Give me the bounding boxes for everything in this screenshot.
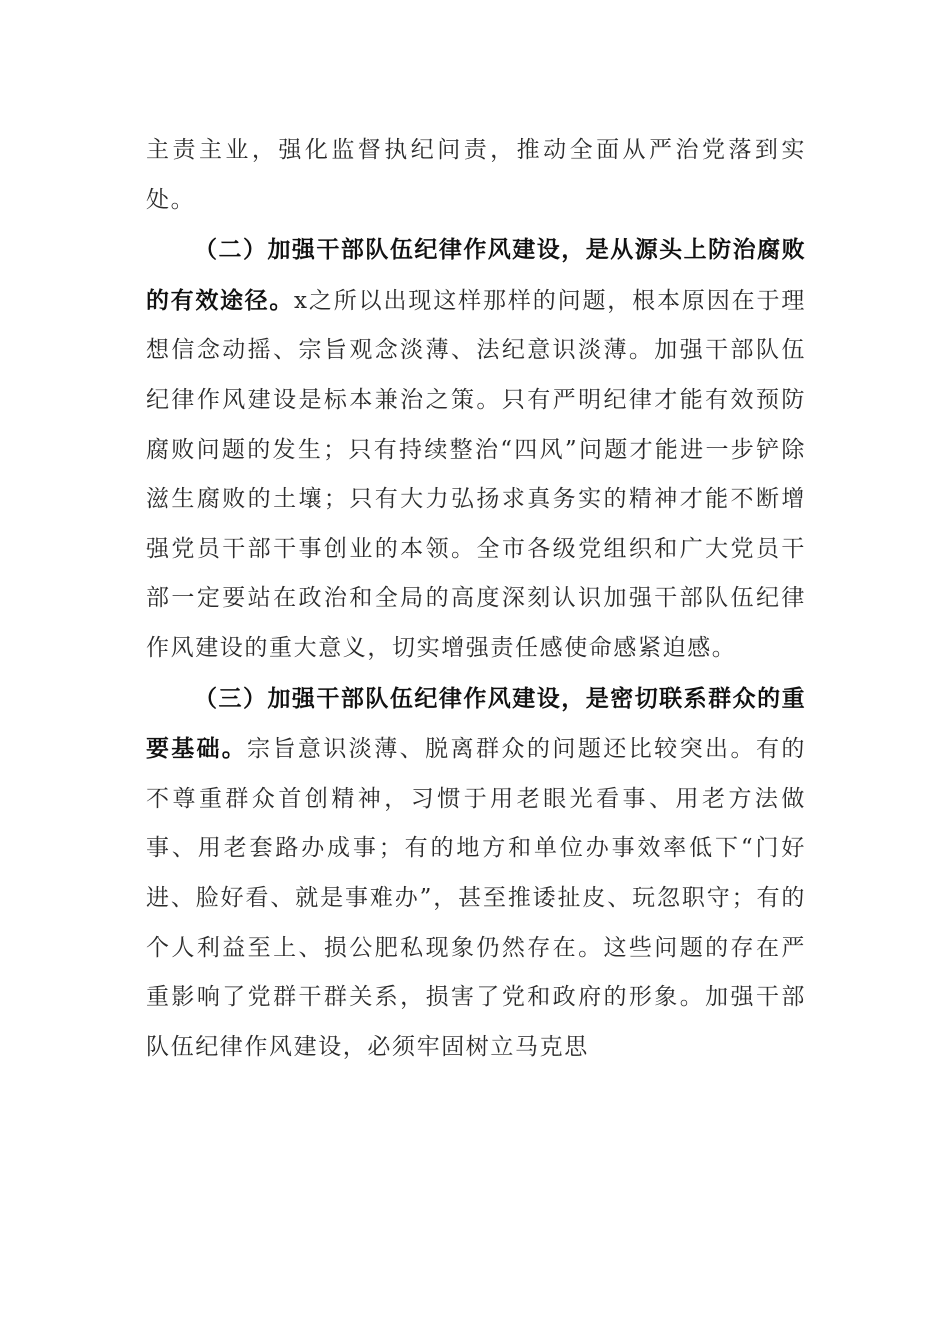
paragraph-text: x之所以出现这样那样的问题，根本原因在于理想信念动摇、宗旨观念淡薄、法纪意识淡薄。加强干部队伍纪律作风建设是标本兼治之策。只有严明纪律才能有效预防腐败问题的发生；只有持续整治“四风”问题才能进一步铲除滋生腐败的土壤；只有大力弘扬求真务实的精神才能不断增强党员干部干事创业的本领。全市各级党组织和广大党员干部一定要站在政治和全局的高度深刻认识加强干部队伍纪律作风建设的重大意义，切实增强责任感使命感紧迫感。 [146,287,806,661]
paragraph-section-three [146,674,806,1073]
paragraph-text: 宗旨意识淡薄、脱离群众的问题还比较突出。有的不尊重群众首创精神，习惯于用老眼光看事、用老方法做事、用老套路办成事；有的地方和单位办事效率低下“门好进、脸好看、就是事难办”，甚至推诿扯皮、玩忽职守；有的个人利益至上、损公肥私现象仍然存在。这些问题的存在严重影响了党群干群关系，损害了党和政府的形象。加强干部队伍纪律作风建设，必须牢固树立马克思 [146,736,806,1060]
document-body [146,126,806,1072]
paragraph-text: 主责主业，强化监督执纪问责，推动全面从严治党落到实处。 [146,137,806,213]
section-three-heading: （三）加强干部队伍纪律作风建设，是密切联系群众的重要基础。 [146,684,806,763]
paragraph-continuation [146,126,806,225]
section-two-heading: （二）加强干部队伍纪律作风建设，是从源头上防治腐败的有效途径。 [146,236,806,314]
paragraph-section-two [146,225,806,673]
